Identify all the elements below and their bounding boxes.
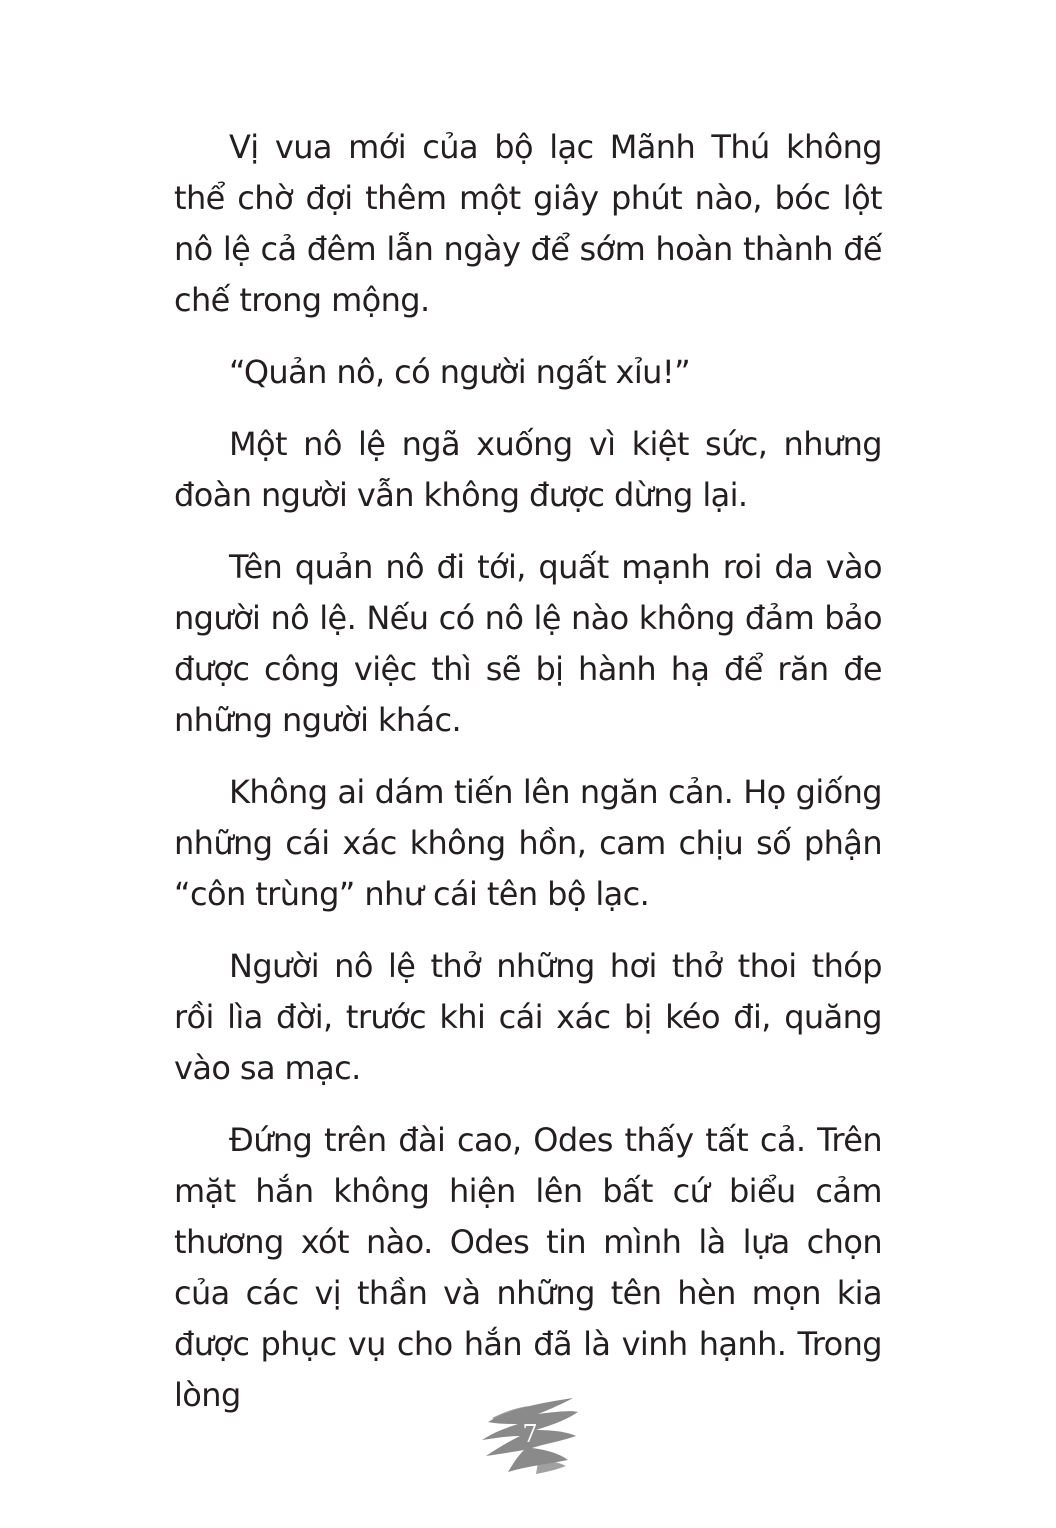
body-text xyxy=(174,122,882,1421)
paragraph-1: Vị vua mới của bộ lạc Mãnh Thú không thể chờ đợi thêm một giây phút nào, bóc lột nô lệ cả đêm lẫn ngày để sớm hoàn thành đế chế trong mộng. xyxy=(174,128,882,319)
paragraph-7: Đứng trên đài cao, Odes thấy tất cả. Trên mặt hắn không hiện lên bất cứ biểu cảm thương xót nào. Odes tin mình là lựa chọn của các vị thần và những tên hèn mọn kia được phục vụ cho hắn đã là vinh hạnh. Trong lòng xyxy=(174,1121,882,1414)
paragraph-4: Tên quản nô đi tới, quất mạnh roi da vào người nô lệ. Nếu có nô lệ nào không đảm bảo được công việc thì sẽ bị hành hạ để răn đe những người khác. xyxy=(174,548,882,739)
paragraph-2: “Quản nô, có người ngất xỉu!” xyxy=(229,353,691,391)
page-number-badge xyxy=(478,1392,582,1476)
paragraph-3: Một nô lệ ngã xuống vì kiệt sức, nhưng đoàn người vẫn không được dừng lại. xyxy=(174,425,882,514)
page-number: 7 xyxy=(522,1420,538,1448)
paragraph-6: Người nô lệ thở những hơi thở thoi thóp rồi lìa đời, trước khi cái xác bị kéo đi, quăng vào sa mạc. xyxy=(174,947,882,1087)
paragraph-5: Không ai dám tiến lên ngăn cản. Họ giống những cái xác không hồn, cam chịu số phận “côn trùng” như cái tên bộ lạc. xyxy=(174,773,882,913)
